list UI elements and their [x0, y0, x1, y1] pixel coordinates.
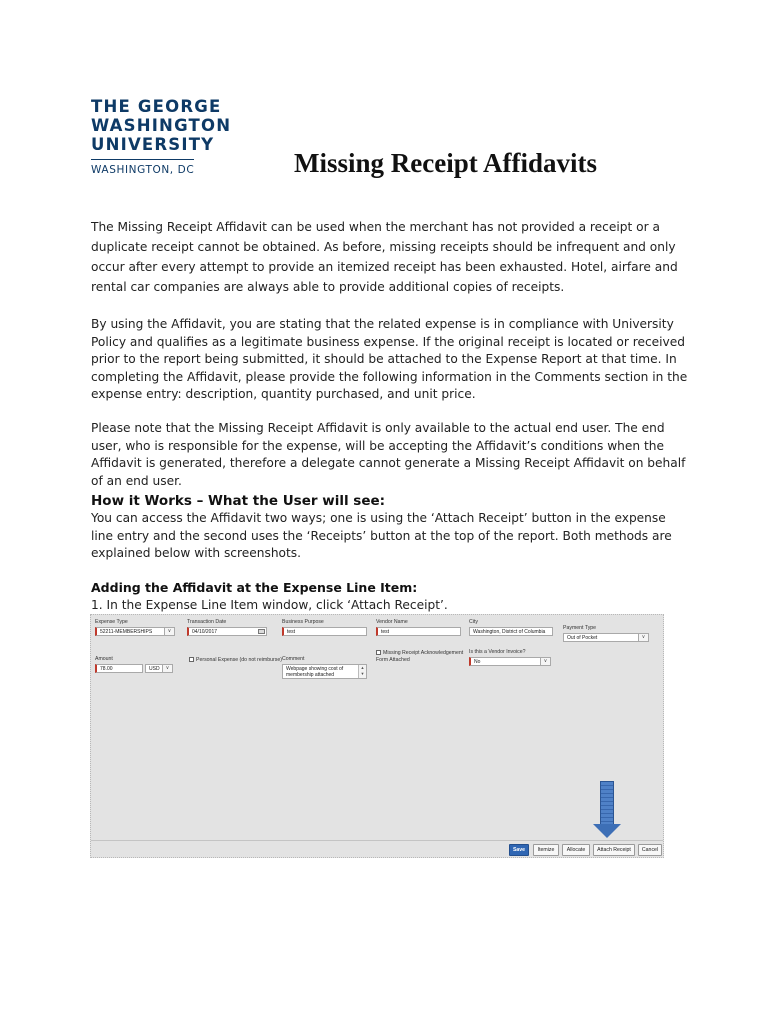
logo-line-2: WASHINGTON [91, 116, 232, 135]
allocate-button[interactable]: Allocate [562, 844, 590, 856]
vendor-invoice-value: No [474, 659, 481, 665]
business-purpose-value: test [287, 629, 296, 635]
missing-receipt-checkbox[interactable] [376, 650, 381, 655]
city-value: Washington, District of Columbia [473, 629, 546, 635]
transaction-date-label: Transaction Date [187, 619, 227, 625]
currency-field [145, 662, 173, 673]
document-title: Missing Receipt Affidavits [294, 148, 597, 178]
adding-affidavit-heading: Adding the Affidavit at the Expense Line Item: [91, 580, 418, 595]
vendor-name-label: Vendor Name [376, 619, 408, 625]
comment-textarea[interactable] [282, 664, 367, 679]
business-purpose-field [282, 619, 367, 636]
city-field [469, 619, 553, 636]
how-it-works-body: You can access the Affidavit two ways; one is using the ‘Attach Receipt’ button in the expense line entry and the second uses the ‘Receipts’ button at the top of the report. Both methods are explained below with screenshots. [91, 511, 672, 560]
attach-receipt-button[interactable]: Attach Receipt [593, 844, 635, 856]
amount-input[interactable] [95, 664, 143, 673]
chevron-down-icon: ∨ [162, 665, 172, 672]
business-purpose-input[interactable] [282, 627, 367, 636]
logo-divider [91, 159, 194, 160]
save-button[interactable]: Save [509, 844, 529, 856]
expense-type-value: 52211-MEMBERSHIPS [100, 629, 153, 635]
currency-select[interactable] [145, 664, 173, 673]
chevron-down-icon: ∨ [638, 634, 648, 641]
vendor-name-value: test [381, 629, 390, 635]
chevron-down-icon: ∨ [164, 628, 174, 635]
logo-line-3: UNIVERSITY [91, 135, 215, 154]
amount-field [95, 656, 143, 673]
expense-type-field [95, 619, 175, 636]
step-1-text: 1. In the Expense Line Item window, click ‘Attach Receipt’. [91, 598, 448, 612]
expense-line-item-screenshot [90, 614, 664, 858]
cancel-button[interactable]: Cancel [638, 844, 662, 856]
amount-label: Amount [95, 656, 113, 662]
vendor-invoice-field [469, 649, 551, 666]
affidavit-paragraph: By using the Affidavit, you are stating that the related expense is in compliance with University Policy and qualifies as a legitimate business expense. If the original receipt is located or received prior to the report being submitted, it should be attached to the Expense Report at that time. In completing the Affidavit, please provide the following information in the Comments section in the expense entry: description, quantity purchased, and unit price. [91, 317, 688, 401]
arrow-down-icon [600, 781, 614, 825]
logo-line-1: THE GEORGE [91, 97, 222, 116]
missing-receipt-label-line-2: Form Attached [376, 657, 410, 663]
comment-value: Webpage showing cost of membership attached [286, 666, 344, 678]
vendor-invoice-select[interactable] [469, 657, 551, 666]
expense-type-select[interactable] [95, 627, 175, 636]
transaction-date-value: 04/10/2017 [192, 629, 218, 635]
itemize-button[interactable]: Itemize [533, 844, 559, 856]
comment-field [282, 656, 367, 679]
intro-paragraph: The Missing Receipt Affidavit can be used when the merchant has not provided a receipt or a duplicate receipt cannot be obtained. As before, missing receipts should be infrequent and only occur after every attempt to provide an itemized receipt has been exhausted. Hotel, airfare and rental car companies are always able to provide additional copies of receipts. [91, 220, 678, 294]
missing-receipt-label-line-1: Missing Receipt Acknowledgement [383, 650, 464, 656]
university-logo [91, 97, 231, 176]
chevron-down-icon: ∨ [540, 658, 550, 665]
scrollbar[interactable]: ▲ ▼ [358, 665, 366, 678]
logo-city: WASHINGTON, DC [91, 164, 195, 176]
transaction-date-field [187, 619, 267, 636]
comment-label: Comment [282, 656, 305, 662]
how-it-works-heading: How it Works – What the User will see: [91, 493, 386, 509]
arrow-head-icon [593, 824, 621, 838]
city-label: City [469, 619, 478, 625]
payment-type-select[interactable] [563, 633, 649, 642]
payment-type-value: Out of Pocket [567, 635, 598, 641]
vendor-name-field [376, 619, 461, 636]
vendor-name-input[interactable] [376, 627, 461, 636]
missing-receipt-field [376, 650, 463, 664]
amount-value: 78.00 [100, 666, 113, 672]
city-input[interactable] [469, 627, 553, 636]
calendar-icon[interactable] [258, 629, 265, 634]
end-user-paragraph: Please note that the Missing Receipt Affidavit is only available to the actual end user. The end user, who is responsible for the expense, will be accepting the Affidavit’s conditions when the Affidavit is generated, therefore a delegate cannot generate a Missing Receipt Affidavit on behalf of an end user. [91, 421, 686, 488]
payment-type-field [563, 625, 649, 642]
button-bar-divider [91, 840, 663, 841]
expense-type-label: Expense Type [95, 619, 128, 625]
personal-expense-label: Personal Expense (do not reimburse) [196, 657, 282, 663]
currency-value: USD [149, 666, 160, 672]
payment-type-label: Payment Type [563, 625, 597, 631]
vendor-invoice-label: Is this a Vendor Invoice? [469, 649, 526, 655]
personal-expense-field [189, 657, 282, 663]
personal-expense-checkbox[interactable] [189, 657, 194, 662]
transaction-date-input[interactable] [187, 627, 267, 636]
business-purpose-label: Business Purpose [282, 619, 324, 625]
